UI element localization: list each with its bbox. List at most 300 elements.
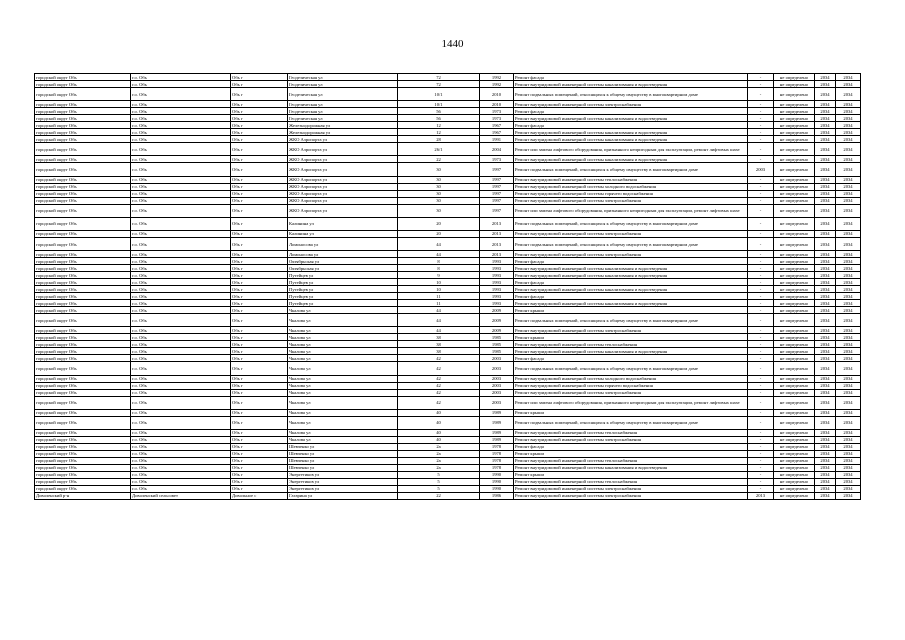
cell-survey-year: - bbox=[748, 251, 774, 258]
cell-survey-year: - bbox=[748, 156, 774, 163]
cell-year-built: 1990 bbox=[480, 478, 514, 485]
cell-house: 10/1 bbox=[398, 88, 480, 101]
cell-district: г.о. Обь bbox=[131, 450, 231, 457]
cell-work-type: Ремонт внутридомовой инженерной системы электроснабжения bbox=[514, 251, 748, 258]
cell-street: ЖКО Аэропорта ул bbox=[288, 156, 398, 163]
cell-start-year: 2034 bbox=[815, 217, 836, 230]
cell-year-built: 2013 bbox=[480, 251, 514, 258]
cell-work-type: Ремонт внутридомовой инженерной системы теплоснабжения bbox=[514, 429, 748, 436]
cell-cost: не определено bbox=[774, 156, 815, 163]
cell-locality: Обь г bbox=[231, 327, 288, 334]
cell-street: Чкалова ул bbox=[288, 348, 398, 355]
cell-start-year: 2034 bbox=[815, 101, 836, 108]
cell-district: г.о. Обь bbox=[131, 197, 231, 204]
cell-street: Ломоносова ул bbox=[288, 237, 398, 250]
cell-locality: Обь г bbox=[231, 464, 288, 471]
cell-survey-year: - bbox=[748, 183, 774, 190]
cell-survey-year: - bbox=[748, 197, 774, 204]
cell-year-built: 1993 bbox=[480, 300, 514, 307]
cell-district: г.о. Обь bbox=[131, 143, 231, 156]
cell-district: г.о. Обь bbox=[131, 129, 231, 136]
table-row bbox=[35, 492, 861, 499]
cell-house: 5 bbox=[398, 478, 480, 485]
cell-locality: Обь г bbox=[231, 293, 288, 300]
cell-work-type: Ремонт подвальных помещений, относящихся к общему имуществу в многоквартирном доме bbox=[514, 163, 748, 176]
cell-street: Энергетиков ул bbox=[288, 478, 398, 485]
cell-work-type: Ремонт крыши bbox=[514, 307, 748, 314]
cell-cost: не определено bbox=[774, 101, 815, 108]
cell-house: 72 bbox=[398, 81, 480, 88]
cell-start-year: 2034 bbox=[815, 416, 836, 429]
cell-district: г.о. Обь bbox=[131, 258, 231, 265]
cell-locality: Обь г bbox=[231, 355, 288, 362]
cell-locality: Обь г bbox=[231, 108, 288, 115]
cell-district: г.о. Обь bbox=[131, 471, 231, 478]
table-row bbox=[35, 348, 861, 355]
cell-end-year: 2034 bbox=[836, 230, 861, 237]
table-row bbox=[35, 396, 861, 409]
cell-cost: не определено bbox=[774, 143, 815, 156]
cell-work-type: Ремонт внутридомовой инженерной системы горячего водоснабжения bbox=[514, 382, 748, 389]
cell-municipality: городской округ Обь bbox=[35, 327, 131, 334]
table-row bbox=[35, 300, 861, 307]
table-row bbox=[35, 382, 861, 389]
cell-house: 30 bbox=[398, 176, 480, 183]
cell-locality: Обь г bbox=[231, 230, 288, 237]
cell-municipality: городской округ Обь bbox=[35, 443, 131, 450]
cell-work-type: Ремонт фасада bbox=[514, 279, 748, 286]
cell-survey-year: - bbox=[748, 327, 774, 334]
cell-end-year: 2034 bbox=[836, 389, 861, 396]
cell-house: 38 bbox=[398, 348, 480, 355]
cell-year-built: 1985 bbox=[480, 334, 514, 341]
cell-street: ЖКО Аэропорта ул bbox=[288, 197, 398, 204]
cell-cost: не определено bbox=[774, 334, 815, 341]
cell-start-year: 2034 bbox=[815, 307, 836, 314]
cell-street: Чкалова ул bbox=[288, 341, 398, 348]
cell-municipality: городской округ Обь bbox=[35, 300, 131, 307]
cell-street: ЖКО Аэропорта ул bbox=[288, 183, 398, 190]
cell-cost: не определено bbox=[774, 389, 815, 396]
cell-survey-year: - bbox=[748, 416, 774, 429]
cell-district: г.о. Обь bbox=[131, 251, 231, 258]
cell-locality: Обь г bbox=[231, 156, 288, 163]
cell-district: г.о. Обь bbox=[131, 217, 231, 230]
cell-house: 40 bbox=[398, 416, 480, 429]
cell-municipality: городской округ Обь bbox=[35, 341, 131, 348]
cell-district: г.о. Обь bbox=[131, 81, 231, 88]
cell-end-year: 2034 bbox=[836, 348, 861, 355]
cell-street: ЖКО Аэропорта ул bbox=[288, 204, 398, 217]
table-row bbox=[35, 230, 861, 237]
cell-end-year: 2034 bbox=[836, 129, 861, 136]
cell-start-year: 2034 bbox=[815, 197, 836, 204]
cell-municipality: городской округ Обь bbox=[35, 183, 131, 190]
cell-survey-year: - bbox=[748, 176, 774, 183]
cell-end-year: 2034 bbox=[836, 429, 861, 436]
cell-year-built: 1990 bbox=[480, 471, 514, 478]
cell-district: г.о. Обь bbox=[131, 88, 231, 101]
cell-work-type: Ремонт внутридомовой инженерной системы канализования и водоотведения bbox=[514, 300, 748, 307]
cell-year-built: 2003 bbox=[480, 375, 514, 382]
table-row bbox=[35, 108, 861, 115]
cell-start-year: 2034 bbox=[815, 293, 836, 300]
cell-start-year: 2034 bbox=[815, 122, 836, 129]
cell-house: 44 bbox=[398, 307, 480, 314]
cell-year-built: 1993 bbox=[480, 293, 514, 300]
cell-work-type: Ремонт или замена лифтового оборудования, признанного непригодным для эксплуатации, ремонт лифтовых шахт bbox=[514, 396, 748, 409]
table-row bbox=[35, 471, 861, 478]
cell-end-year: 2034 bbox=[836, 74, 861, 81]
cell-survey-year: - bbox=[748, 204, 774, 217]
cell-cost: не определено bbox=[774, 272, 815, 279]
cell-street: ЖКО Аэропорта ул bbox=[288, 163, 398, 176]
cell-district: г.о. Обь bbox=[131, 464, 231, 471]
cell-work-type: Ремонт внутридомовой инженерной системы теплоснабжения bbox=[514, 341, 748, 348]
cell-survey-year: - bbox=[748, 286, 774, 293]
cell-cost: не определено bbox=[774, 327, 815, 334]
cell-district: г.о. Обь bbox=[131, 293, 231, 300]
cell-year-built: 2013 bbox=[480, 237, 514, 250]
cell-locality: Обь г bbox=[231, 129, 288, 136]
cell-work-type: Ремонт внутридомовой инженерной системы канализования и водоотведения bbox=[514, 286, 748, 293]
cell-municipality: городской округ Обь bbox=[35, 108, 131, 115]
table-row bbox=[35, 307, 861, 314]
cell-locality: Обь г bbox=[231, 122, 288, 129]
cell-cost: не определено bbox=[774, 183, 815, 190]
table-row bbox=[35, 450, 861, 457]
cell-municipality: городской округ Обь bbox=[35, 88, 131, 101]
cell-survey-year: - bbox=[748, 471, 774, 478]
cell-locality: Обь г bbox=[231, 382, 288, 389]
cell-house: 22 bbox=[398, 156, 480, 163]
cell-year-built: 1997 bbox=[480, 183, 514, 190]
cell-year-built: 1993 bbox=[480, 286, 514, 293]
cell-street: Железнодорожная ул bbox=[288, 129, 398, 136]
cell-survey-year: - bbox=[748, 314, 774, 327]
cell-house: 72 bbox=[398, 74, 480, 81]
table-row bbox=[35, 341, 861, 348]
cell-work-type: Ремонт внутридомовой инженерной системы канализования и водоотведения bbox=[514, 136, 748, 143]
cell-street: Шевченко ул bbox=[288, 464, 398, 471]
cell-start-year: 2034 bbox=[815, 265, 836, 272]
cell-district: г.о. Обь bbox=[131, 108, 231, 115]
cell-year-built: 1997 bbox=[480, 190, 514, 197]
cell-start-year: 2034 bbox=[815, 485, 836, 492]
cell-year-built: 1993 bbox=[480, 258, 514, 265]
cell-street: Чкалова ул bbox=[288, 355, 398, 362]
table-row bbox=[35, 81, 861, 88]
cell-cost: не определено bbox=[774, 217, 815, 230]
cell-locality: Обь г bbox=[231, 478, 288, 485]
cell-cost: не определено bbox=[774, 382, 815, 389]
cell-street: Чкалова ул bbox=[288, 382, 398, 389]
cell-house: 42 bbox=[398, 382, 480, 389]
cell-work-type: Ремонт внутридомовой инженерной системы канализования и водоотведения bbox=[514, 272, 748, 279]
cell-survey-year: - bbox=[748, 485, 774, 492]
cell-cost: не определено bbox=[774, 108, 815, 115]
cell-work-type: Ремонт фасада bbox=[514, 443, 748, 450]
cell-locality: Обь г bbox=[231, 389, 288, 396]
cell-start-year: 2034 bbox=[815, 108, 836, 115]
cell-end-year: 2034 bbox=[836, 436, 861, 443]
cell-district: г.о. Обь bbox=[131, 279, 231, 286]
cell-end-year: 2034 bbox=[836, 355, 861, 362]
cell-street: Чкалова ул bbox=[288, 362, 398, 375]
cell-start-year: 2034 bbox=[815, 443, 836, 450]
cell-start-year: 2034 bbox=[815, 362, 836, 375]
cell-house: 2а bbox=[398, 443, 480, 450]
cell-municipality: городской округ Обь bbox=[35, 129, 131, 136]
cell-street: Чкалова ул bbox=[288, 416, 398, 429]
cell-end-year: 2034 bbox=[836, 190, 861, 197]
cell-work-type: Ремонт внутридомовой инженерной системы канализования и водоотведения bbox=[514, 129, 748, 136]
cell-survey-year: - bbox=[748, 129, 774, 136]
cell-year-built: 1989 bbox=[480, 409, 514, 416]
cell-house: 8 bbox=[398, 265, 480, 272]
cell-house: 38 bbox=[398, 341, 480, 348]
cell-district: г.о. Обь bbox=[131, 163, 231, 176]
cell-year-built: 1989 bbox=[480, 416, 514, 429]
cell-work-type: Ремонт внутридомовой инженерной системы теплоснабжения bbox=[514, 478, 748, 485]
cell-start-year: 2034 bbox=[815, 355, 836, 362]
cell-locality: Обь г bbox=[231, 272, 288, 279]
cell-end-year: 2034 bbox=[836, 300, 861, 307]
cell-cost: не определено bbox=[774, 300, 815, 307]
cell-end-year: 2034 bbox=[836, 197, 861, 204]
cell-survey-year: - bbox=[748, 293, 774, 300]
cell-municipality: городской округ Обь bbox=[35, 362, 131, 375]
table-row bbox=[35, 217, 861, 230]
cell-work-type: Ремонт внутридомовой инженерной системы электроснабжения bbox=[514, 436, 748, 443]
cell-locality: Обь г bbox=[231, 436, 288, 443]
cell-survey-year: - bbox=[748, 457, 774, 464]
cell-cost: не определено bbox=[774, 258, 815, 265]
cell-cost: не определено bbox=[774, 115, 815, 122]
cell-locality: Обь г bbox=[231, 429, 288, 436]
cell-start-year: 2034 bbox=[815, 348, 836, 355]
cell-house: 30 bbox=[398, 163, 480, 176]
cell-work-type: Ремонт внутридомовой инженерной системы канализования и водоотведения bbox=[514, 464, 748, 471]
cell-house: 22 bbox=[398, 492, 480, 499]
cell-work-type: Ремонт внутридомовой инженерной системы электроснабжения bbox=[514, 230, 748, 237]
cell-municipality: городской округ Обь bbox=[35, 286, 131, 293]
cell-start-year: 2034 bbox=[815, 450, 836, 457]
cell-cost: не определено bbox=[774, 478, 815, 485]
table-row bbox=[35, 122, 861, 129]
cell-year-built: 2013 bbox=[480, 230, 514, 237]
cell-work-type: Ремонт фасада bbox=[514, 122, 748, 129]
table-body bbox=[35, 74, 861, 500]
cell-district: г.о. Обь bbox=[131, 429, 231, 436]
cell-municipality: городской округ Обь bbox=[35, 176, 131, 183]
cell-survey-year: - bbox=[748, 81, 774, 88]
table-row bbox=[35, 429, 861, 436]
cell-survey-year: - bbox=[748, 429, 774, 436]
cell-start-year: 2034 bbox=[815, 88, 836, 101]
cell-cost: не определено bbox=[774, 122, 815, 129]
cell-start-year: 2034 bbox=[815, 74, 836, 81]
cell-street: Путейцев ул bbox=[288, 279, 398, 286]
cell-year-built: 1973 bbox=[480, 156, 514, 163]
cell-house: 12 bbox=[398, 122, 480, 129]
cell-survey-year: - bbox=[748, 115, 774, 122]
cell-start-year: 2034 bbox=[815, 478, 836, 485]
cell-street: Чкалова ул bbox=[288, 375, 398, 382]
cell-locality: Обь г bbox=[231, 74, 288, 81]
table-row bbox=[35, 355, 861, 362]
cell-year-built: 1992 bbox=[480, 74, 514, 81]
cell-work-type: Ремонт подвальных помещений, относящихся к общему имуществу в многоквартирном доме bbox=[514, 362, 748, 375]
cell-street: Октябрьская ул bbox=[288, 265, 398, 272]
cell-municipality: Доволенский р-н bbox=[35, 492, 131, 499]
cell-year-built: 2003 bbox=[480, 389, 514, 396]
cell-street: ЖКО Аэропорта ул bbox=[288, 136, 398, 143]
cell-year-built: 1986 bbox=[480, 492, 514, 499]
cell-municipality: городской округ Обь bbox=[35, 471, 131, 478]
cell-survey-year: - bbox=[748, 237, 774, 250]
table-container bbox=[34, 73, 860, 500]
cell-locality: Обь г bbox=[231, 416, 288, 429]
table-row bbox=[35, 88, 861, 101]
cell-municipality: городской округ Обь bbox=[35, 156, 131, 163]
cell-end-year: 2034 bbox=[836, 396, 861, 409]
cell-cost: не определено bbox=[774, 204, 815, 217]
cell-survey-year: - bbox=[748, 258, 774, 265]
cell-street: Путейцев ул bbox=[288, 286, 398, 293]
cell-locality: Обь г bbox=[231, 115, 288, 122]
cell-street: Геодезическая ул bbox=[288, 108, 398, 115]
cell-house: 42 bbox=[398, 355, 480, 362]
cell-cost: не определено bbox=[774, 307, 815, 314]
cell-house: 56 bbox=[398, 115, 480, 122]
table-row bbox=[35, 293, 861, 300]
cell-year-built: 1997 bbox=[480, 176, 514, 183]
cell-start-year: 2034 bbox=[815, 396, 836, 409]
cell-municipality: городской округ Обь bbox=[35, 81, 131, 88]
cell-street: Энергетиков ул bbox=[288, 485, 398, 492]
cell-survey-year: - bbox=[748, 348, 774, 355]
cell-survey-year: - bbox=[748, 396, 774, 409]
cell-street: Путейцев ул bbox=[288, 272, 398, 279]
cell-district: г.о. Обь bbox=[131, 156, 231, 163]
cell-cost: не определено bbox=[774, 396, 815, 409]
cell-survey-year: - bbox=[748, 375, 774, 382]
cell-cost: не определено bbox=[774, 375, 815, 382]
cell-year-built: 1973 bbox=[480, 115, 514, 122]
cell-cost: не определено bbox=[774, 429, 815, 436]
cell-survey-year: - bbox=[748, 464, 774, 471]
cell-municipality: городской округ Обь bbox=[35, 307, 131, 314]
cell-district: г.о. Обь bbox=[131, 230, 231, 237]
cell-start-year: 2034 bbox=[815, 81, 836, 88]
cell-district: г.о. Обь bbox=[131, 457, 231, 464]
cell-year-built: 1997 bbox=[480, 197, 514, 204]
cell-survey-year: - bbox=[748, 450, 774, 457]
cell-survey-year: - bbox=[748, 265, 774, 272]
table-row bbox=[35, 156, 861, 163]
cell-district: г.о. Обь bbox=[131, 237, 231, 250]
table-row bbox=[35, 375, 861, 382]
page-number: 1440 bbox=[441, 38, 464, 50]
cell-municipality: городской округ Обь bbox=[35, 348, 131, 355]
cell-locality: Обь г bbox=[231, 443, 288, 450]
cell-locality: Обь г bbox=[231, 183, 288, 190]
cell-district: г.о. Обь bbox=[131, 436, 231, 443]
cell-end-year: 2034 bbox=[836, 307, 861, 314]
table-row bbox=[35, 163, 861, 176]
cell-start-year: 2034 bbox=[815, 341, 836, 348]
cell-start-year: 2034 bbox=[815, 136, 836, 143]
cell-end-year: 2034 bbox=[836, 183, 861, 190]
cell-work-type: Ремонт внутридомовой инженерной системы канализования и водоотведения bbox=[514, 115, 748, 122]
cell-survey-year: - bbox=[748, 279, 774, 286]
cell-municipality: городской округ Обь bbox=[35, 143, 131, 156]
cell-end-year: 2034 bbox=[836, 293, 861, 300]
cell-start-year: 2034 bbox=[815, 375, 836, 382]
cell-house: 26/1 bbox=[398, 143, 480, 156]
cell-end-year: 2034 bbox=[836, 204, 861, 217]
cell-start-year: 2034 bbox=[815, 279, 836, 286]
cell-district: г.о. Обь bbox=[131, 362, 231, 375]
cell-street: Октябрьская ул bbox=[288, 258, 398, 265]
cell-street: Чкалова ул bbox=[288, 409, 398, 416]
table-row bbox=[35, 457, 861, 464]
table-row bbox=[35, 176, 861, 183]
cell-municipality: городской округ Обь bbox=[35, 293, 131, 300]
cell-house: 2а bbox=[398, 464, 480, 471]
cell-survey-year: - bbox=[748, 478, 774, 485]
cell-street: Геодезическая ул bbox=[288, 81, 398, 88]
cell-municipality: городской округ Обь bbox=[35, 416, 131, 429]
cell-survey-year: - bbox=[748, 190, 774, 197]
cell-work-type: Ремонт крыши bbox=[514, 334, 748, 341]
cell-house: 11 bbox=[398, 300, 480, 307]
cell-survey-year: - bbox=[748, 307, 774, 314]
cell-work-type: Ремонт внутридомовой инженерной системы электроснабжения bbox=[514, 101, 748, 108]
cell-cost: не определено bbox=[774, 237, 815, 250]
cell-work-type: Ремонт подвальных помещений, относящихся к общему имуществу в многоквартирном доме bbox=[514, 217, 748, 230]
cell-end-year: 2034 bbox=[836, 265, 861, 272]
cell-end-year: 2034 bbox=[836, 272, 861, 279]
cell-start-year: 2034 bbox=[815, 429, 836, 436]
cell-street: Энергетиков ул bbox=[288, 471, 398, 478]
cell-district: г.о. Обь bbox=[131, 101, 231, 108]
cell-year-built: 2013 bbox=[480, 217, 514, 230]
table-row bbox=[35, 286, 861, 293]
cell-year-built: 1978 bbox=[480, 450, 514, 457]
cell-survey-year: 2013 bbox=[748, 492, 774, 499]
cell-district: г.о. Обь bbox=[131, 327, 231, 334]
table-row bbox=[35, 136, 861, 143]
cell-street: Путейцев ул bbox=[288, 300, 398, 307]
table-row bbox=[35, 409, 861, 416]
cell-district: г.о. Обь bbox=[131, 314, 231, 327]
cell-cost: не определено bbox=[774, 362, 815, 375]
cell-house: 30 bbox=[398, 204, 480, 217]
cell-end-year: 2034 bbox=[836, 375, 861, 382]
cell-municipality: городской округ Обь bbox=[35, 436, 131, 443]
cell-end-year: 2034 bbox=[836, 334, 861, 341]
cell-district: г.о. Обь bbox=[131, 443, 231, 450]
cell-end-year: 2034 bbox=[836, 81, 861, 88]
cell-year-built: 1978 bbox=[480, 464, 514, 471]
cell-start-year: 2034 bbox=[815, 492, 836, 499]
cell-street: Геодезическая ул bbox=[288, 115, 398, 122]
cell-work-type: Ремонт внутридомовой инженерной системы канализования и водоотведения bbox=[514, 81, 748, 88]
cell-district: г.о. Обь bbox=[131, 389, 231, 396]
cell-year-built: 1978 bbox=[480, 457, 514, 464]
